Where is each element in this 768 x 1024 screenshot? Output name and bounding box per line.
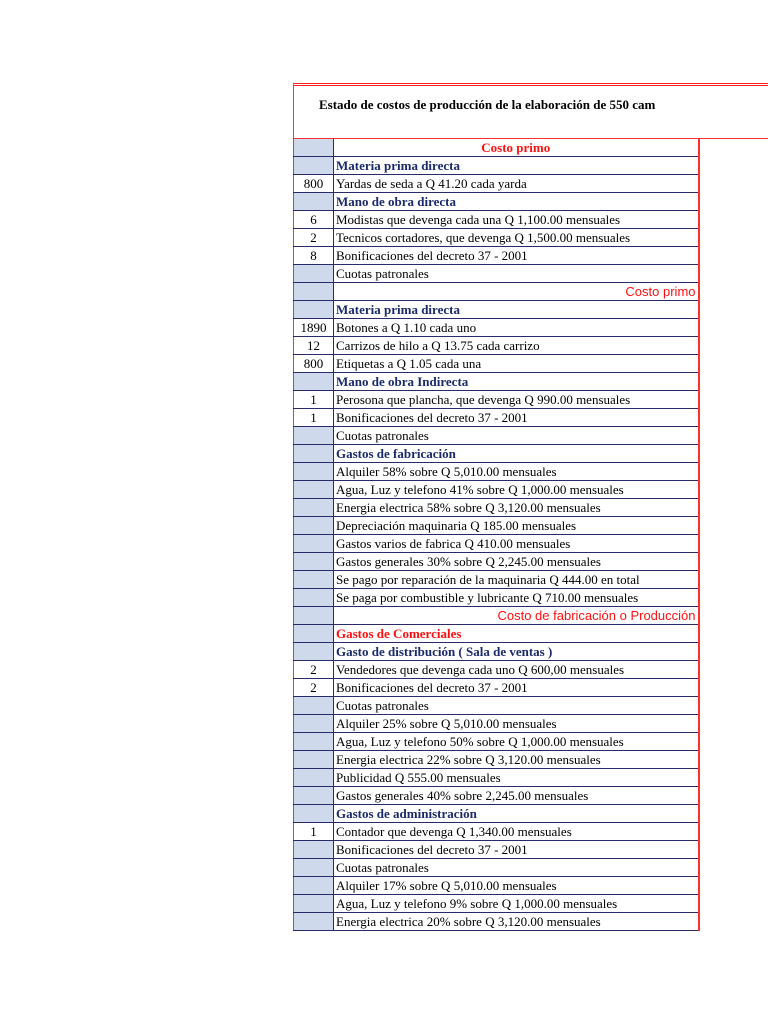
section-header-cell[interactable]: Mano de obra directa [334,193,699,211]
table-row [294,859,699,877]
quantity-cell[interactable] [294,571,334,589]
table-row [294,553,699,571]
quantity-cell[interactable] [294,283,334,301]
description-cell[interactable]: Bonificaciones del decreto 37 - 2001 [334,247,699,265]
title-cell[interactable] [293,83,768,139]
description-cell[interactable]: Perosona que plancha, que devenga Q 990.00 mensuales [334,391,699,409]
quantity-cell[interactable] [294,553,334,571]
table-row [294,139,699,157]
table-row [294,337,699,355]
table-row [294,751,699,769]
quantity-cell[interactable] [294,733,334,751]
description-cell[interactable]: Bonificaciones del decreto 37 - 2001 [334,409,699,427]
description-cell[interactable]: Publicidad Q 555.00 mensuales [334,769,699,787]
quantity-cell[interactable]: 2 [294,679,334,697]
table-row [294,409,699,427]
cost-statement-sheet [293,83,768,931]
table-row [294,193,699,211]
table-row [294,535,699,553]
quantity-cell[interactable] [294,481,334,499]
description-cell[interactable]: Etiquetas a Q 1.05 cada una [334,355,699,373]
quantity-cell[interactable] [294,877,334,895]
table-row [294,571,699,589]
table-row [294,589,699,607]
table-row [294,283,699,301]
subtotal-label-cell[interactable]: Costo de fabricación o Producción [334,607,699,625]
quantity-cell[interactable] [294,697,334,715]
quantity-cell[interactable]: 800 [294,175,334,193]
quantity-cell[interactable] [294,589,334,607]
quantity-cell[interactable] [294,265,334,283]
section-header-cell[interactable]: Materia prima directa [334,157,699,175]
table-row [294,913,699,931]
description-cell[interactable]: Alquiler 25% sobre Q 5,010.00 mensuales [334,715,699,733]
description-cell[interactable]: Cuotas patronales [334,265,699,283]
subtotal-label-cell[interactable]: Costo primo [334,283,699,301]
quantity-cell[interactable] [294,301,334,319]
quantity-cell[interactable] [294,373,334,391]
quantity-cell[interactable] [294,805,334,823]
quantity-cell[interactable]: 1 [294,823,334,841]
table-row [294,877,699,895]
table-row [294,265,699,283]
quantity-cell[interactable] [294,787,334,805]
description-cell[interactable]: Gastos generales 30% sobre Q 2,245.00 mensuales [334,553,699,571]
table-row [294,391,699,409]
table-row [294,787,699,805]
description-cell[interactable]: Tecnicos cortadores, que devenga Q 1,500.00 mensuales [334,229,699,247]
description-cell[interactable]: Agua, Luz y telefono 9% sobre Q 1,000.00 mensuales [334,895,699,913]
quantity-cell[interactable] [294,625,334,643]
quantity-cell[interactable] [294,859,334,877]
section-header-cell[interactable]: Gastos de fabricación [334,445,699,463]
document-title: Estado de costos de producción de la elaboración de 550 cam [319,97,656,112]
table-row [294,427,699,445]
quantity-cell[interactable]: 1890 [294,319,334,337]
description-cell[interactable]: Carrizos de hilo a Q 13.75 cada carrizo [334,337,699,355]
section-header-cell[interactable]: Materia prima directa [334,301,699,319]
description-cell[interactable]: Bonificaciones del decreto 37 - 2001 [334,841,699,859]
table-row [294,661,699,679]
description-cell[interactable]: Gastos varios de fabrica Q 410.00 mensuales [334,535,699,553]
table-row [294,895,699,913]
quantity-cell[interactable] [294,841,334,859]
section-header-cell[interactable]: Gastos de Comerciales [334,625,699,643]
quantity-cell[interactable] [294,157,334,175]
table-row [294,211,699,229]
quantity-cell[interactable] [294,139,334,157]
table-row [294,715,699,733]
quantity-cell[interactable] [294,751,334,769]
table-row [294,499,699,517]
description-cell[interactable]: Bonificaciones del decreto 37 - 2001 [334,679,699,697]
quantity-cell[interactable] [294,643,334,661]
quantity-cell[interactable]: 2 [294,661,334,679]
description-cell[interactable]: Cuotas patronales [334,427,699,445]
quantity-cell[interactable]: 1 [294,409,334,427]
description-cell[interactable]: Energia electrica 58% sobre Q 3,120.00 mensuales [334,499,699,517]
description-cell[interactable]: Alquiler 17% sobre Q 5,010.00 mensuales [334,877,699,895]
quantity-cell[interactable] [294,895,334,913]
table-row [294,301,699,319]
quantity-cell[interactable] [294,427,334,445]
cost-table [293,139,700,931]
table-row [294,445,699,463]
description-cell[interactable]: Modistas que devenga cada una Q 1,100.00 mensuales [334,211,699,229]
description-cell[interactable]: Energia electrica 20% sobre Q 3,120.00 mensuales [334,913,699,931]
description-cell[interactable]: Energia electrica 22% sobre Q 3,120.00 mensuales [334,751,699,769]
table-row [294,679,699,697]
description-cell[interactable]: Se paga por combustible y lubricante Q 710.00 mensuales [334,589,699,607]
table-row [294,733,699,751]
section-header-cell[interactable]: Mano de obra Indirecta [334,373,699,391]
quantity-cell[interactable]: 2 [294,229,334,247]
table-row [294,373,699,391]
quantity-cell[interactable]: 1 [294,391,334,409]
table-row [294,805,699,823]
description-cell[interactable]: Gastos generales 40% sobre 2,245.00 mensuales [334,787,699,805]
quantity-cell[interactable] [294,499,334,517]
table-row [294,697,699,715]
description-cell[interactable]: Vendedores que devenga cada uno Q 600,00 mensuales [334,661,699,679]
quantity-cell[interactable] [294,445,334,463]
description-cell[interactable]: Cuotas patronales [334,697,699,715]
quantity-cell[interactable] [294,463,334,481]
table-row [294,841,699,859]
table-row [294,463,699,481]
quantity-cell[interactable] [294,769,334,787]
table-row [294,607,699,625]
table-row [294,229,699,247]
table-row [294,157,699,175]
section-header-cell[interactable]: Gasto de distribución ( Sala de ventas ) [334,643,699,661]
description-cell[interactable]: Contador que devenga Q 1,340.00 mensuales [334,823,699,841]
quantity-cell[interactable] [294,535,334,553]
table-row [294,319,699,337]
description-cell[interactable]: Agua, Luz y telefono 50% sobre Q 1,000.00 mensuales [334,733,699,751]
quantity-cell[interactable] [294,193,334,211]
description-cell[interactable]: Alquiler 58% sobre Q 5,010.00 mensuales [334,463,699,481]
quantity-cell[interactable]: 6 [294,211,334,229]
quantity-cell[interactable]: 800 [294,355,334,373]
description-cell[interactable]: Depreciación maquinaria Q 185.00 mensuales [334,517,699,535]
description-cell[interactable]: Cuotas patronales [334,859,699,877]
table-row [294,823,699,841]
quantity-cell[interactable] [294,517,334,535]
table-row [294,175,699,193]
table-row [294,247,699,265]
quantity-cell[interactable] [294,715,334,733]
table-row [294,517,699,535]
description-cell[interactable]: Se pago por reparación de la maquinaria Q 444.00 en total [334,571,699,589]
subtotal-label-cell[interactable]: Costo primo [334,139,699,157]
quantity-cell[interactable] [294,607,334,625]
table-row [294,625,699,643]
table-row [294,355,699,373]
table-row [294,643,699,661]
table-row [294,769,699,787]
description-cell[interactable]: Botones a Q 1.10 cada uno [334,319,699,337]
quantity-cell[interactable]: 12 [294,337,334,355]
quantity-cell[interactable]: 8 [294,247,334,265]
description-cell[interactable]: Agua, Luz y telefono 41% sobre Q 1,000.00 mensuales [334,481,699,499]
description-cell[interactable]: Yardas de seda a Q 41.20 cada yarda [334,175,699,193]
quantity-cell[interactable] [294,913,334,931]
section-header-cell[interactable]: Gastos de administración [334,805,699,823]
table-row [294,481,699,499]
